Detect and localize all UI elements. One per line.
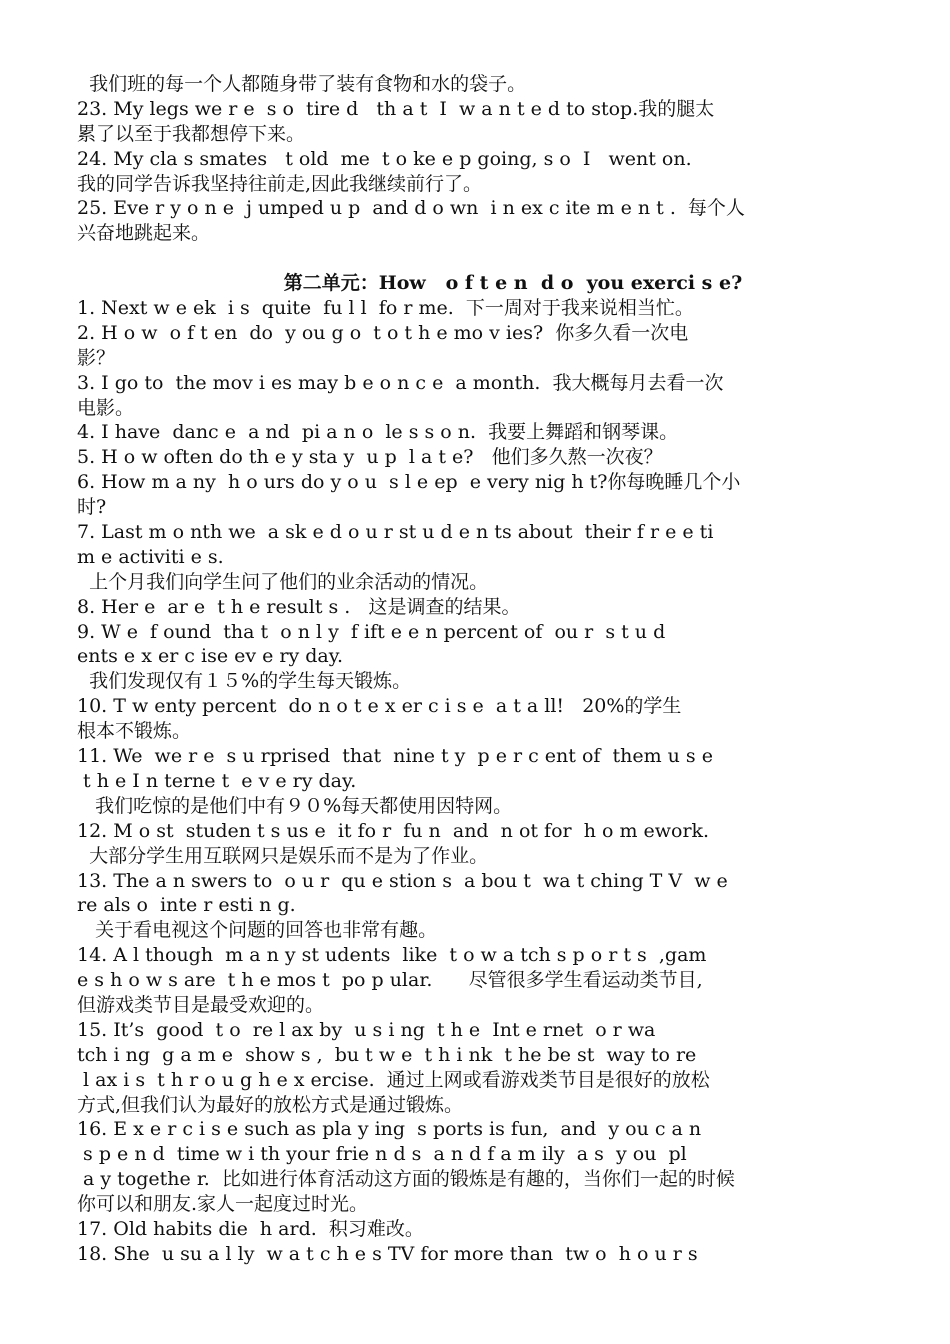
text-line: s p e n d time w i th your frie n d s a n d f a m ily a s y ou pl bbox=[77, 1143, 687, 1166]
text-line: 1. Next w e ek i s quite fu l l fo r me. 下一周对于我来说相当忙。 bbox=[77, 297, 694, 320]
text-line: 7. Last m o nth we a sk e d o u r st u d e n ts about their f r e e ti bbox=[77, 521, 714, 544]
text-line: 2. H o w o f t en do y ou g o t o t h e mo v ies? 你多久看一次电 bbox=[77, 321, 689, 344]
text-line: 14. A l though m a n y st udents like t o w a tch s p o r t s ,gam bbox=[77, 944, 707, 967]
text-line: ents e x er c ise ev e ry day. bbox=[77, 645, 343, 668]
spacer bbox=[77, 246, 877, 271]
document-page bbox=[77, 72, 877, 1267]
text-line: 5. H o w often do th e y sta y u p l a t e? 他们多久熬一次夜？ bbox=[77, 446, 663, 469]
text-line: 9. W e f ound tha t o n l y f ift e e n percent of ou r s t u d bbox=[77, 620, 666, 643]
text-line: 方式,但我们认为最好的放松方式是通过锻炼。 bbox=[77, 1093, 464, 1116]
text-line: 根本不锻炼。 bbox=[77, 720, 192, 743]
text-line: 大部分学生用互联网只是娱乐而不是为了作业。 bbox=[77, 844, 489, 867]
text-line: 兴奋地跳起来。 bbox=[77, 222, 211, 245]
text-line: 17. Old habits die h ard. 积习难改。 bbox=[77, 1217, 424, 1240]
text-line: 25. Eve r y o n e j umped u p and d o wn i n ex c ite m e n t . 每个人 bbox=[77, 197, 745, 220]
text-line: a y togethe r. 比如进行体育活动这方面的锻炼是有趣的，当你们一起的时候 bbox=[77, 1168, 735, 1191]
text-line: 13. The a n swers to o u r qu e stion s a bou t wa t ching T V w e bbox=[77, 869, 728, 892]
text-line: re als o inte r esti n g. bbox=[77, 894, 296, 917]
text-line: 24. My cla s smates t old me t o ke e p going, s o I went on. bbox=[77, 147, 692, 170]
text-line: l ax i s t h r o u g h e x ercise. 通过上网或看游戏类节目是很好的放松 bbox=[77, 1068, 710, 1091]
text-line: 我们吃惊的是他们中有９０%每天都使用因特网。 bbox=[77, 794, 513, 817]
text-line: 23. My legs we r e s o tire d th a t I w a n t e d to stop.我的腿太 bbox=[77, 97, 715, 120]
text-line: 18. She u su a l ly w a t c h e s TV for more than tw o h o u r s bbox=[77, 1242, 698, 1265]
text-line: 4. I have danc e a nd pi a n o le s s o n. 我要上舞蹈和钢琴课。 bbox=[77, 421, 679, 444]
text-line: 影？ bbox=[77, 346, 116, 369]
text-line: m e activiti e s. bbox=[77, 545, 224, 568]
unit-title: 第二单元：How o f t e n d o you exerci s e? bbox=[283, 272, 743, 295]
text-line: 我们发现仅有１５%的学生每天锻炼。 bbox=[77, 670, 412, 693]
text-line: 15. It’s good t o re l ax by u s i ng t h e Int e rnet o r wa bbox=[77, 1018, 656, 1041]
text-line: 时? bbox=[77, 496, 107, 519]
text-line: 关于看电视这个问题的回答也非常有趣。 bbox=[77, 919, 438, 942]
text-line: 电影。 bbox=[77, 396, 135, 419]
text-line: 16. E x e r c i s e such as pla y ing s ports is fun, and y ou c a n bbox=[77, 1118, 702, 1141]
text-line: 11. We we r e s u rprised that nine t y p e r c ent of them u s e bbox=[77, 745, 713, 768]
text-line: 累了以至于我都想停下来。 bbox=[77, 122, 306, 145]
text-line: 6. How m a ny h o urs do y o u s l e ep e very nig h t?你每晚睡几个小 bbox=[77, 471, 741, 494]
text-line: 但游戏类节目是最受欢迎的。 bbox=[77, 993, 325, 1016]
text-line: t h e I n terne t e v e ry day. bbox=[77, 769, 357, 792]
text-line: 上个月我们向学生问了他们的业余活动的情况。 bbox=[77, 570, 489, 593]
text-line: 我的同学告诉我坚持往前走,因此我继续前行了。 bbox=[77, 172, 483, 195]
text-line: 8. Her e ar e t h e result s . 这是调查的结果。 bbox=[77, 595, 521, 618]
text-line: 3. I go to the mov i es may b e o n c e a month. 我大概每月去看一次 bbox=[77, 371, 724, 394]
text-line: tch i ng g a m e show s , bu t w e t h i nk t he be st way to re bbox=[77, 1043, 697, 1066]
text-line: 12. M o st studen t s us e it fo r fu n and n ot for h o m ework. bbox=[77, 819, 710, 842]
text-line: e s h o w s are t h e mos t po p ular. 尽管很多学生看运动类节目, bbox=[77, 969, 703, 992]
text-line: 你可以和朋友.家人一起度过时光。 bbox=[77, 1193, 369, 1216]
text-line: 我们班的每一个人都随身带了装有食物和水的袋子。 bbox=[77, 73, 527, 95]
text-line: 10. T w enty percent do n o t e x er c i s e a t a ll! 20%的学生 bbox=[77, 695, 682, 718]
